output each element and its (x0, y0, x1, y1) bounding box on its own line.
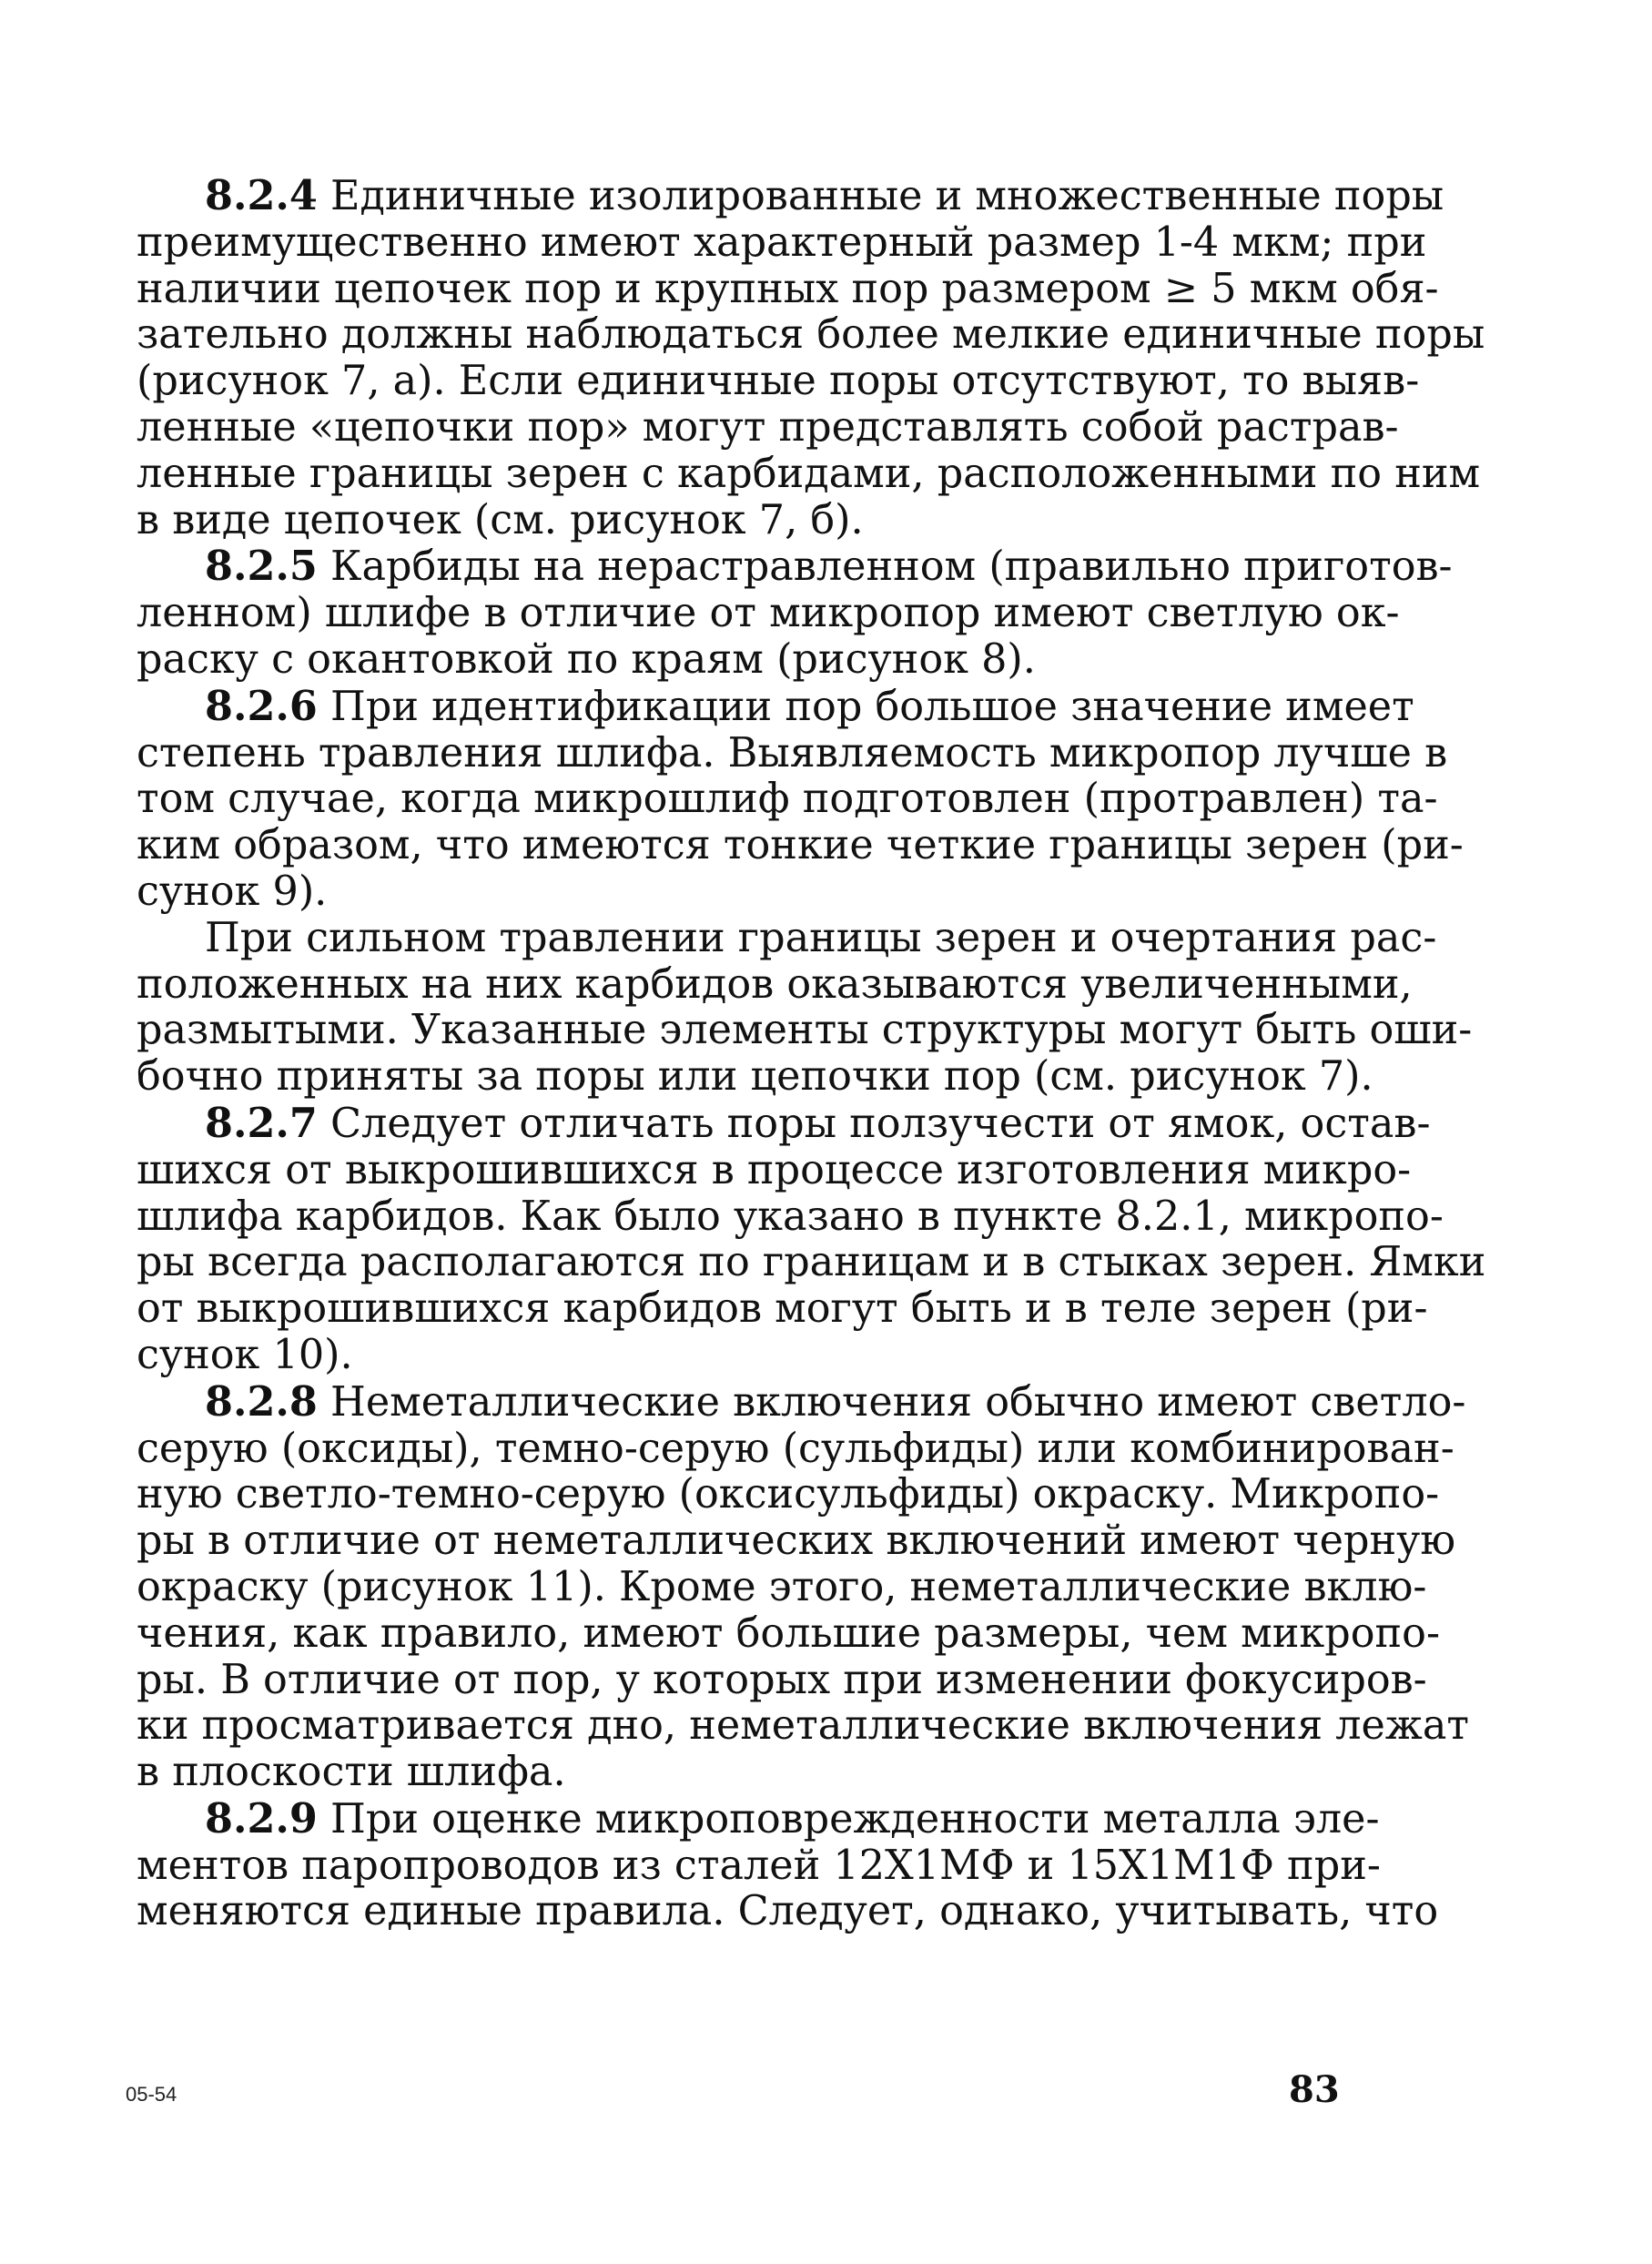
text-line (137, 1842, 1381, 1890)
line-text: Карбиды на нерастравленном (правильно приготов- (317, 543, 1453, 591)
paragraph (137, 1099, 1486, 1379)
text-line (137, 1377, 1466, 1426)
text-line (137, 172, 1444, 220)
text-line (137, 960, 1413, 1009)
text-line (137, 1285, 1428, 1333)
line-text: преимущественно имеют характерный размер 1-4 мкм; при (137, 218, 1427, 266)
text-line (137, 218, 1427, 267)
text-line (137, 543, 1453, 591)
text-line (137, 1750, 1347, 1796)
line-text: ленные границы зерен с карбидами, расположенными по ним (137, 450, 1481, 497)
text-line (137, 498, 1347, 544)
section-number: 8.2.9 (205, 1794, 318, 1843)
line-text: окраску (рисунок 11). Кроме этого, неметаллические вклю- (137, 1563, 1427, 1610)
section-number: 8.2.7 (205, 1099, 318, 1147)
line-text: (рисунок 7, а). Если единичные поры отсутствуют, то выяв- (137, 358, 1420, 405)
line-text: Неметаллические включения обычно имеют светло- (317, 1378, 1466, 1426)
line-text: положенных на них карбидов оказываются увеличенными, (137, 960, 1413, 1008)
section-number: 8.2.4 (205, 172, 318, 219)
text-line (137, 729, 1448, 777)
text-line (137, 1609, 1440, 1658)
section-number: 8.2.8 (205, 1377, 318, 1426)
line-text: размытыми. Указанные элементы структуры могут быть оши- (137, 1007, 1473, 1054)
text-line (137, 403, 1399, 452)
line-text: При идентификации пор большое значение имеет (317, 683, 1414, 730)
line-text: том случае, когда микрошлиф подготовлен (протравлен) та- (137, 776, 1438, 823)
text-line (137, 1794, 1380, 1843)
line-text: зательно должны наблюдаться более мелкие единичные поры (137, 311, 1485, 359)
line-text: от выкрошившихся карбидов могут быть и в теле зерен (ри- (137, 1285, 1428, 1333)
line-text: в виде цепочек (см. рисунок 7, б). (137, 496, 864, 543)
text-line (137, 1702, 1469, 1750)
text-line (137, 1563, 1427, 1611)
line-text: ры всегда располагаются по границам и в стыках зерен. Ямки (137, 1239, 1486, 1286)
line-text: ленном) шлифе в отличие от микропор имеют светлую ок- (137, 590, 1400, 637)
line-text: Следует отличать поры ползучести от ямок, остав- (317, 1100, 1431, 1147)
paragraph (137, 1377, 1469, 1796)
text-line (137, 1053, 1373, 1101)
line-text: ленные «цепочки пор» могут представлять собой растрав- (137, 403, 1399, 451)
footer-code: 05-54 (126, 2083, 177, 2106)
line-text: раску с окантовкой по краям (рисунок 8). (137, 635, 1036, 683)
page-body (137, 172, 1486, 1935)
line-text: наличии цепочек пор и крупных пор размером ≥ 5 мкм обя- (137, 265, 1439, 312)
line-text: ким образом, что имеются тонкие четкие границы зерен (ри- (137, 822, 1464, 869)
text-line (137, 1007, 1473, 1054)
line-text: ры в отличие от неметаллических включений имеют черную (137, 1518, 1456, 1565)
text-line (137, 311, 1485, 359)
text-line (137, 1471, 1440, 1518)
line-text: ную светло-темно-серую (оксисульфиды) окраску. Микропо- (137, 1471, 1440, 1518)
paragraph (137, 543, 1453, 683)
page-number: 83 (1289, 2068, 1340, 2111)
text-line (137, 1888, 1439, 1935)
line-text: ментов паропроводов из сталей 12Х1МФ и 15Х1М1Ф при- (137, 1842, 1381, 1889)
text-line (137, 914, 1437, 962)
text-line (137, 1333, 1347, 1379)
text-line (137, 822, 1464, 869)
paragraph (137, 172, 1485, 543)
line-text: чения, как правило, имеют большие размеры, чем микропо- (137, 1609, 1440, 1657)
line-text: серую (оксиды), темно-серую (сульфиды) или комбинирован- (137, 1425, 1454, 1472)
text-line (137, 358, 1420, 405)
line-text: степень травления шлифа. Выявляемость микропор лучше в (137, 729, 1448, 777)
section-number: 8.2.5 (205, 543, 318, 591)
text-line (137, 1146, 1412, 1194)
line-text: При сильном травлении границы зерен и очертания рас- (205, 914, 1437, 961)
line-text: сунок 10). (137, 1331, 353, 1378)
text-line (137, 265, 1439, 313)
text-line (137, 1193, 1444, 1241)
text-line (137, 637, 1347, 684)
line-text: шихся от выкрошившихся в процессе изготовления микро- (137, 1146, 1412, 1193)
line-text: в плоскости шлифа. (137, 1749, 566, 1796)
text-line (137, 1239, 1486, 1286)
text-line (137, 450, 1481, 498)
line-text: Единичные изолированные и множественные поры (317, 173, 1444, 219)
paragraph (137, 682, 1464, 916)
text-line (137, 590, 1400, 637)
paragraph (137, 1794, 1439, 1935)
text-line (137, 1518, 1456, 1565)
line-text: сунок 9). (137, 868, 328, 915)
line-text: ры. В отличие от пор, у которых при изменении фокусиров- (137, 1656, 1427, 1703)
paragraph (137, 914, 1473, 1101)
text-line (137, 1425, 1454, 1473)
text-line (137, 682, 1414, 731)
line-text: ки просматривается дно, неметаллические включения лежат (137, 1702, 1469, 1750)
line-text: При оценке микроповрежденности металла эле- (317, 1795, 1380, 1843)
line-text: меняются единые правила. Следует, однако, учитывать, что (137, 1888, 1439, 1935)
line-text: шлифа карбидов. Как было указано в пункте 8.2.1, микропо- (137, 1193, 1444, 1240)
text-line (137, 776, 1438, 823)
text-line (137, 1656, 1427, 1704)
section-number: 8.2.6 (205, 682, 318, 730)
text-line (137, 1099, 1431, 1148)
line-text: бочно приняты за поры или цепочки пор (см. рисунок 7). (137, 1053, 1373, 1101)
text-line (137, 869, 1347, 916)
